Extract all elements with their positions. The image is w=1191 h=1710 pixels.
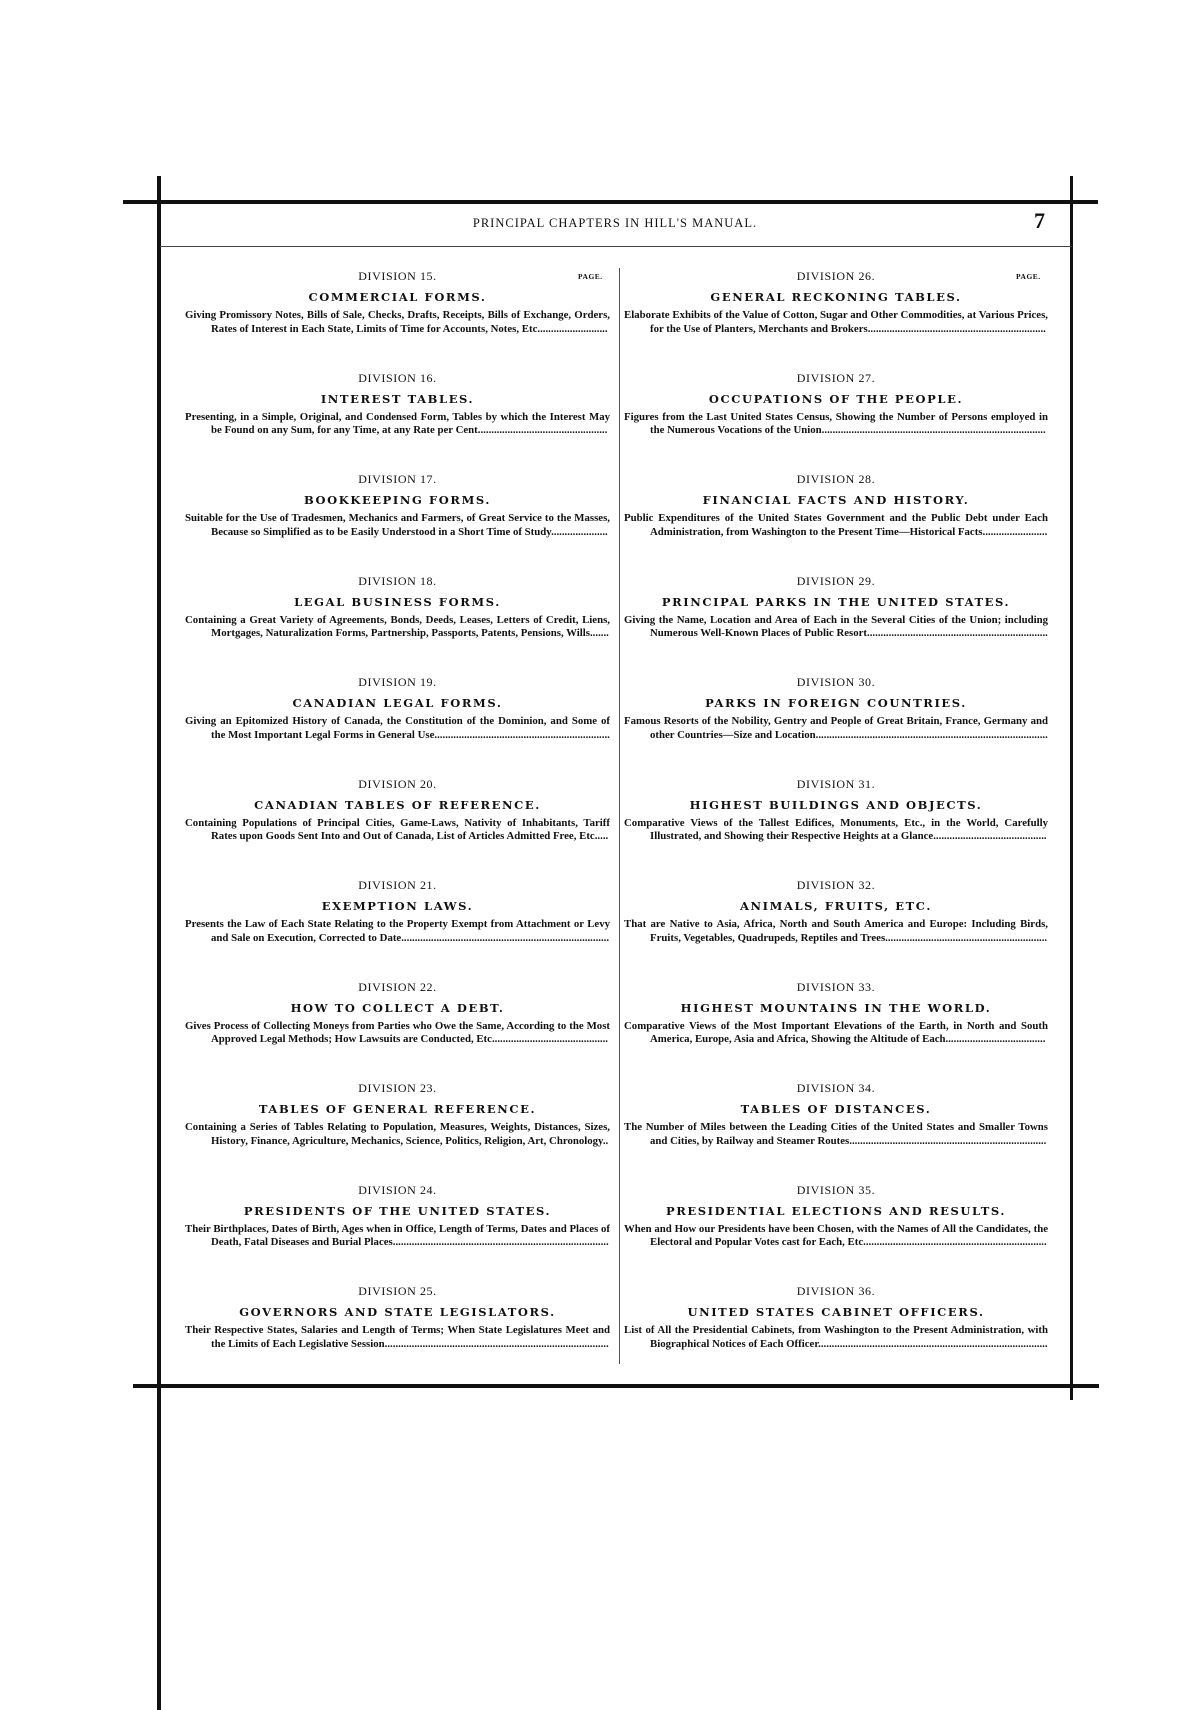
division-description — [624, 411, 1048, 438]
division-description — [185, 309, 610, 336]
bottom-border-rule — [133, 1384, 1099, 1388]
chapter-entry — [185, 370, 610, 472]
leader-tail — [867, 627, 1048, 639]
leader-tail — [822, 424, 1046, 436]
dot-leader: ............................................................ — [885, 931, 1048, 944]
left-border-rule — [157, 176, 161, 1710]
dot-leader: ................................................................................... — [821, 424, 1046, 436]
division-description — [185, 715, 610, 742]
division-number: DIVISION 32. — [796, 878, 876, 892]
leader-tail — [595, 830, 609, 842]
leader-tail — [385, 1338, 609, 1350]
description-text: List of All the Presidential Cabinets, from Washington to the Present Administration, with Biographical Notices of Each Officer — [624, 1324, 1048, 1350]
division-title: GOVERNORS AND STATE LEGISLATORS. — [239, 1305, 556, 1319]
running-title: PRINCIPAL CHAPTERS IN HILL'S MANUAL. — [472, 216, 758, 230]
division-description — [624, 1324, 1048, 1351]
division-title: TABLES OF DISTANCES. — [740, 1102, 932, 1116]
dot-leader: ................................................................... — [867, 627, 1048, 639]
division-title: BOOKKEEPING FORMS. — [303, 493, 492, 507]
division-number: DIVISION 34. — [796, 1081, 876, 1095]
leader-tail — [551, 526, 608, 538]
description-text: Giving Promissory Notes, Bills of Sale, Checks, Drafts, Receipts, Bills of Exchange, Orders, Rates of Interest in Each State, Limits of Time for Accounts, Notes, Etc — [185, 309, 610, 335]
division-number: DIVISION 35. — [796, 1182, 876, 1197]
dot-leader: ................................................ — [477, 424, 608, 436]
division-description — [624, 512, 1048, 539]
leader-tail — [401, 932, 609, 944]
dot-leader: ........................ — [982, 525, 1048, 538]
chapter-entry — [624, 471, 1048, 573]
division-description — [185, 817, 610, 844]
chapter-entry — [185, 573, 610, 675]
description-text: Figures from the Last United States Census, Showing the Number of Persons employed in the Numerous Vocations of the Union — [624, 410, 1048, 436]
dot-leader: ....... — [589, 627, 609, 639]
chapter-entry — [624, 1080, 1048, 1182]
division-number: DIVISION 15. — [358, 269, 437, 283]
leader-tail — [933, 830, 1046, 842]
chapter-entry — [624, 674, 1048, 776]
division-title: TABLES OF GENERAL REFERENCE. — [258, 1102, 537, 1116]
division-title: UNITED STATES CABINET OFFICERS. — [687, 1305, 985, 1319]
division-title: PRESIDENTIAL ELECTIONS AND RESULTS. — [665, 1203, 1007, 1218]
description-text: Famous Resorts of the Nobility, Gentry and People of Great Britain, France, Germany and other Countries—Size and Location — [624, 715, 1048, 741]
division-number: DIVISION 28. — [796, 472, 876, 486]
dot-leader: ..................................... — [945, 1033, 1046, 1045]
division-number: DIVISION 18. — [358, 573, 437, 588]
description-text: That are Native to Asia, Africa, North and South America and Europe: Including Birds, Fruits, Vegetables, Quadrupeds, Reptiles and Trees — [624, 918, 1048, 944]
division-number: DIVISION 36. — [796, 1284, 876, 1298]
division-description — [185, 1223, 610, 1250]
dot-leader: ............................................................................. — [401, 931, 610, 944]
leader-tail — [590, 627, 609, 639]
dot-leader: ..................................................................................... — [818, 1337, 1048, 1350]
right-column — [624, 268, 1048, 1385]
division-number: DIVISION 17. — [358, 472, 437, 486]
division-description — [624, 1223, 1048, 1250]
description-text: Giving an Epitomized History of Canada, the Constitution of the Dominion, and Some of the Most Important Legal Forms in General Use — [185, 715, 610, 741]
leader-tail — [868, 323, 1046, 335]
division-description — [185, 512, 610, 539]
dot-leader: ........................................... — [491, 1033, 609, 1045]
division-number: DIVISION 25. — [358, 1284, 437, 1298]
division-description — [624, 309, 1048, 336]
division-title: GENERAL RECKONING TABLES. — [710, 290, 962, 304]
division-number: DIVISION 27. — [796, 370, 876, 385]
division-title: OCCUPATIONS OF THE PEOPLE. — [708, 391, 964, 406]
dot-leader: .................................................................... — [863, 1236, 1047, 1248]
division-title: LEGAL BUSINESS FORMS. — [294, 594, 501, 609]
chapter-entry — [185, 1283, 610, 1385]
dot-leader: .......................... — [537, 322, 608, 335]
column-divider — [619, 268, 620, 1364]
division-number: DIVISION 21. — [358, 878, 437, 892]
chapter-entry — [185, 776, 610, 878]
chapter-entry — [185, 877, 610, 979]
division-title: PRINCIPAL PARKS IN THE UNITED STATES. — [661, 594, 1011, 609]
left-column — [185, 268, 610, 1385]
page-column-label-right: PAGE. — [1016, 272, 1041, 281]
description-text: Containing a Great Variety of Agreements, Bonds, Deeds, Leases, Letters of Credit, Liens, Mortgages, Naturalization Forms, Partnership, Passports, Patents, Pensions, Wills — [185, 613, 610, 639]
leader-tail — [983, 526, 1048, 538]
division-number: DIVISION 24. — [358, 1182, 437, 1197]
division-description — [624, 918, 1048, 945]
division-title: COMMERCIAL FORMS. — [308, 290, 487, 304]
leader-tail — [863, 1236, 1047, 1248]
description-text: Their Respective States, Salaries and Length of Terms; When State Legislatures Meet and the Limits of Each Legislative Session — [185, 1324, 610, 1350]
description-text: Giving the Name, Location and Area of Each in the Several Cities of the Union; including Numerous Well-Known Places of Public Resort — [624, 613, 1048, 639]
header-underline — [160, 246, 1072, 247]
page-column-label-left: PAGE. — [578, 272, 603, 281]
division-title: PARKS IN FOREIGN COUNTRIES. — [705, 696, 967, 710]
leader-tail — [537, 323, 607, 335]
dot-leader: ..................... — [551, 525, 608, 538]
chapter-entry — [624, 877, 1048, 979]
division-description — [185, 1121, 610, 1148]
chapter-entry — [185, 1080, 610, 1182]
description-text: Presenting, in a Simple, Original, and Condensed Form, Tables by which the Interest May be Found on any Sum, for any Time, at any Rate per Cent — [185, 410, 610, 436]
description-text: Containing Populations of Principal Cities, Game-Laws, Nativity of Inhabitants, Tariff Rates upon Goods Sent Into and Out of Canada, List of Articles Admitted Free, Etc — [185, 816, 610, 842]
description-text: When and How our Presidents have been Chosen, with the Names of All the Candidates, the Electoral and Popular Votes cast for Each, Etc — [624, 1222, 1048, 1248]
division-number: DIVISION 22. — [358, 979, 437, 994]
division-number: DIVISION 30. — [796, 675, 876, 689]
division-description — [185, 1324, 610, 1351]
description-text: Their Birthplaces, Dates of Birth, Ages when in Office, Length of Terms, Dates and Places of Death, Fatal Diseases and Burial Places — [185, 1222, 610, 1248]
division-description — [185, 1020, 610, 1047]
description-text: Presents the Law of Each State Relating to the Property Exempt from Attachment or Levy and Sale on Execution, Corrected to Date — [185, 918, 610, 944]
division-description — [624, 1020, 1048, 1047]
leader-tail — [849, 1135, 1046, 1147]
description-text: The Number of Miles between the Leading Cities of the United States and Smaller Towns and Cities, by Railway and Steamer Routes — [624, 1121, 1048, 1147]
division-title: EXEMPTION LAWS. — [321, 899, 474, 913]
dot-leader: ................................................................................... — [384, 1337, 609, 1350]
top-border-rule — [123, 200, 1098, 204]
division-title: HIGHEST MOUNTAINS IN THE WORLD. — [680, 1000, 992, 1015]
description-text: Elaborate Exhibits of the Value of Cotton, Sugar and Other Commodities, at Various Prices, for the Use of Planters, Merchants and Brokers — [624, 309, 1048, 335]
division-number: DIVISION 29. — [796, 573, 876, 588]
division-description — [185, 918, 610, 945]
chapter-entry — [624, 573, 1048, 675]
chapter-entry — [624, 1182, 1048, 1284]
division-number: DIVISION 19. — [358, 675, 437, 689]
leader-tail — [818, 1338, 1047, 1350]
leader-tail — [816, 729, 1048, 741]
division-title: ANIMALS, FRUITS, ETC. — [740, 899, 932, 913]
chapter-entry — [185, 979, 610, 1081]
dot-leader: ................................................................. — [434, 728, 610, 741]
description-text: Comparative Views of the Tallest Edifices, Monuments, Etc., in the World, Carefully Illustrated, and Showing their Respective Heights at a Glance — [624, 816, 1048, 842]
description-text: Comparative Views of the Most Important Elevations of the Earth, in North and South America, Europe, Asia and Africa, Showing the Altitude of Each — [624, 1019, 1048, 1045]
division-title: CANADIAN TABLES OF REFERENCE. — [254, 797, 541, 812]
division-title: HIGHEST BUILDINGS AND OBJECTS. — [689, 797, 983, 812]
division-number: DIVISION 33. — [796, 979, 876, 994]
division-number: DIVISION 31. — [796, 776, 876, 791]
description-text: Suitable for the Use of Tradesmen, Mechanics and Farmers, of Great Service to the Masses, Because so Simplified as to be Easily Understood in a Short Time of Study — [185, 512, 610, 538]
division-title: CANADIAN LEGAL FORMS. — [292, 696, 503, 710]
description-text: Public Expenditures of the United States Government and the Public Debt under Each Administration, from Washington to the Present Time—Historical Facts — [624, 512, 1048, 538]
division-description — [624, 817, 1048, 844]
division-description — [185, 411, 610, 438]
chapter-entry — [185, 1182, 610, 1284]
dot-leader: ..... — [594, 830, 609, 842]
chapter-entry — [624, 979, 1048, 1081]
page-number: 7 — [1034, 208, 1045, 233]
leader-tail — [885, 932, 1047, 944]
leader-tail — [603, 1135, 608, 1147]
dot-leader: .................................................................. — [867, 322, 1046, 335]
chapter-entry — [624, 776, 1048, 878]
description-text: Containing a Series of Tables Relating to Population, Measures, Weights, Distances, Sizes, History, Finance, Agriculture, Mechanics, Science, Politics, Religion, Art, Chronology — [185, 1121, 610, 1147]
dot-leader: ...................................................................................... — [815, 728, 1048, 741]
chapter-entry — [185, 674, 610, 776]
division-description — [185, 614, 610, 641]
chapter-entry — [624, 268, 1048, 370]
chapter-entry — [185, 471, 610, 573]
division-title: HOW TO COLLECT A DEBT. — [290, 1000, 505, 1015]
leader-tail — [393, 1236, 609, 1248]
division-description — [624, 614, 1048, 641]
division-title: INTEREST TABLES. — [320, 391, 475, 406]
chapter-entry — [624, 370, 1048, 472]
dot-leader: ......................................................................... — [849, 1134, 1047, 1147]
division-title: PRESIDENTS OF THE UNITED STATES. — [243, 1203, 552, 1218]
leader-tail — [492, 1033, 608, 1045]
division-description — [624, 1121, 1048, 1148]
division-title: FINANCIAL FACTS AND HISTORY. — [702, 493, 970, 507]
leader-tail — [478, 424, 608, 436]
dot-leader: .......................................... — [933, 830, 1047, 842]
chapter-entry — [624, 1283, 1048, 1385]
description-text: Gives Process of Collecting Moneys from Parties who Owe the Same, According to the Most Approved Legal Methods; How Lawsuits are Conducted, Etc — [185, 1019, 610, 1045]
division-number: DIVISION 26. — [796, 269, 876, 283]
leader-tail — [434, 729, 609, 741]
division-number: DIVISION 20. — [358, 776, 437, 791]
division-description — [624, 715, 1048, 742]
dot-leader: ................................................................................ — [392, 1236, 609, 1248]
division-number: DIVISION 23. — [358, 1081, 437, 1095]
leader-tail — [946, 1033, 1046, 1045]
division-number: DIVISION 16. — [358, 370, 437, 385]
dot-leader: .. — [602, 1134, 609, 1147]
right-border-rule — [1070, 176, 1073, 1400]
chapter-entry — [185, 268, 610, 370]
